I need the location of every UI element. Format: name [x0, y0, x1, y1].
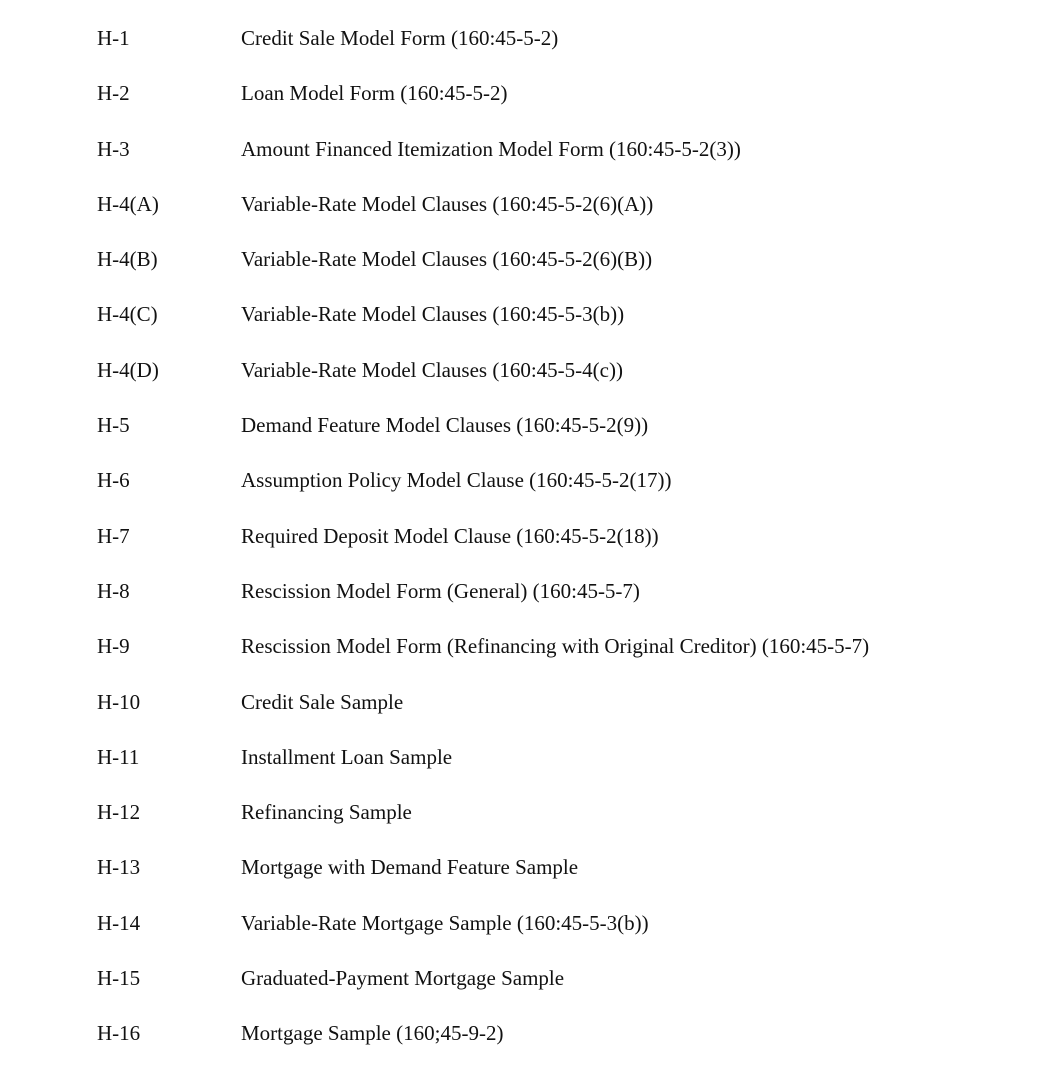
- item-title: Demand Feature Model Clauses (160:45-5-2(9)): [241, 413, 649, 438]
- list-item: [0, 1019, 1038, 1074]
- list-item: [0, 79, 1038, 134]
- item-code: H-1: [97, 26, 130, 50]
- item-title: Mortgage Sample (160;45-9-2): [241, 1021, 504, 1046]
- list-item: [0, 190, 1038, 245]
- list-item: [0, 688, 1038, 743]
- list-item: [0, 24, 1038, 79]
- appendix-list: [0, 24, 1038, 1075]
- item-code: H-7: [97, 523, 130, 548]
- item-code: H-2: [97, 81, 130, 106]
- list-item: [0, 964, 1038, 1019]
- item-title: Rescission Model Form (General) (160:45-5-7): [241, 578, 640, 603]
- list-item: [0, 909, 1038, 964]
- item-title: Refinancing Sample: [241, 800, 412, 825]
- item-code: H-12: [97, 800, 141, 825]
- item-code: H-13: [97, 855, 141, 880]
- item-title: Graduated-Payment Mortgage Sample: [241, 966, 565, 991]
- item-title: Required Deposit Model Clause (160:45-5-2(18)): [241, 523, 659, 548]
- item-title: Loan Model Form (160:45-5-2): [241, 81, 508, 106]
- item-title: Variable-Rate Model Clauses (160:45-5-2(6)(B)): [241, 247, 653, 272]
- item-title: Amount Financed Itemization Model Form (160:45-5-2(3)): [241, 136, 741, 161]
- item-title: Assumption Policy Model Clause (160:45-5-2(17)): [241, 468, 672, 493]
- item-code: H-4(B): [97, 247, 158, 272]
- item-title: Variable-Rate Model Clauses (160:45-5-2(6)(A)): [241, 191, 654, 216]
- list-item: [0, 245, 1038, 300]
- item-title: Variable-Rate Model Clauses (160:45-5-3(b)): [241, 302, 625, 327]
- list-item: [0, 577, 1038, 632]
- item-code: H-6: [97, 468, 130, 493]
- item-code: H-4(D): [97, 357, 159, 382]
- list-item: [0, 356, 1038, 411]
- item-code: H-4(C): [97, 302, 158, 327]
- list-item: [0, 743, 1038, 798]
- list-item: [0, 300, 1038, 355]
- item-title: Rescission Model Form (Refinancing with Original Creditor) (160:45-5-7): [241, 634, 870, 659]
- list-item: [0, 466, 1038, 521]
- item-code: H-14: [97, 910, 141, 935]
- list-item: [0, 798, 1038, 853]
- item-code: H-4(A): [97, 191, 159, 216]
- item-code: H-8: [97, 578, 130, 603]
- list-item: [0, 522, 1038, 577]
- list-item: [0, 135, 1038, 190]
- item-code: H-11: [97, 744, 140, 769]
- list-item: [0, 853, 1038, 908]
- item-code: H-15: [97, 966, 141, 991]
- item-title: Installment Loan Sample: [241, 744, 453, 769]
- list-item: [0, 632, 1038, 687]
- item-title: Credit Sale Model Form (160:45-5-2): [241, 26, 559, 50]
- item-title: Mortgage with Demand Feature Sample: [241, 855, 579, 880]
- item-code: H-5: [97, 413, 130, 438]
- item-code: H-16: [97, 1021, 141, 1046]
- item-title: Variable-Rate Model Clauses (160:45-5-4(c)): [241, 357, 623, 382]
- item-code: H-3: [97, 136, 130, 161]
- list-item: [0, 411, 1038, 466]
- item-code: H-9: [97, 634, 130, 659]
- item-title: Variable-Rate Mortgage Sample (160:45-5-3(b)): [241, 910, 649, 935]
- item-title: Credit Sale Sample: [241, 689, 404, 714]
- item-code: H-10: [97, 689, 141, 714]
